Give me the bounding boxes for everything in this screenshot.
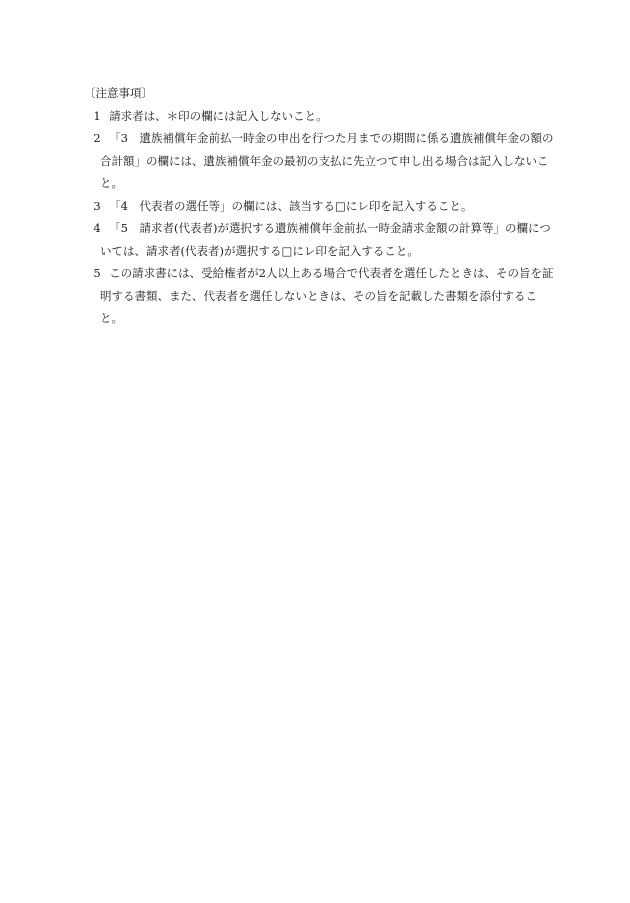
note-item-1 <box>86 105 556 128</box>
note-item-3 <box>86 195 556 218</box>
note-number: 1 <box>93 108 101 123</box>
note-text: 請求者は、＊印の欄には記入しないこと。 <box>109 108 328 123</box>
note-item-5 <box>86 262 556 330</box>
note-item-4 <box>86 217 556 262</box>
note-number: 2 <box>93 131 101 145</box>
notes-document <box>86 82 556 330</box>
note-text: 「3 遺族補償年金前払一時金の申出を行つた月までの期間に係る遺族補償年金の額の合計額」の欄には、遺族補償年金の最初の支払に先立つて申し出る場合は記入しないこと。 <box>100 131 554 190</box>
note-item-2 <box>86 127 556 195</box>
note-number: 5 <box>93 266 101 280</box>
note-text: 「5 請求者(代表者)が選択する遺族補償年金前払一時金請求金額の計算等」の欄については、請求者(代表者)が選択する□にレ印を記入すること。 <box>100 221 551 258</box>
notes-heading: 〔注意事項〕 <box>84 86 153 100</box>
note-text: 「4 代表者の選任等」の欄には、該当する□にレ印を記入すること。 <box>109 198 473 213</box>
note-number: 3 <box>93 198 101 213</box>
note-text: この請求書には、受給権者が2人以上ある場合で代表者を選任したときは、その旨を証明する書類、また、代表者を選任しないときは、その旨を記載した書類を添付すること。 <box>100 266 554 325</box>
note-number: 4 <box>93 221 101 235</box>
